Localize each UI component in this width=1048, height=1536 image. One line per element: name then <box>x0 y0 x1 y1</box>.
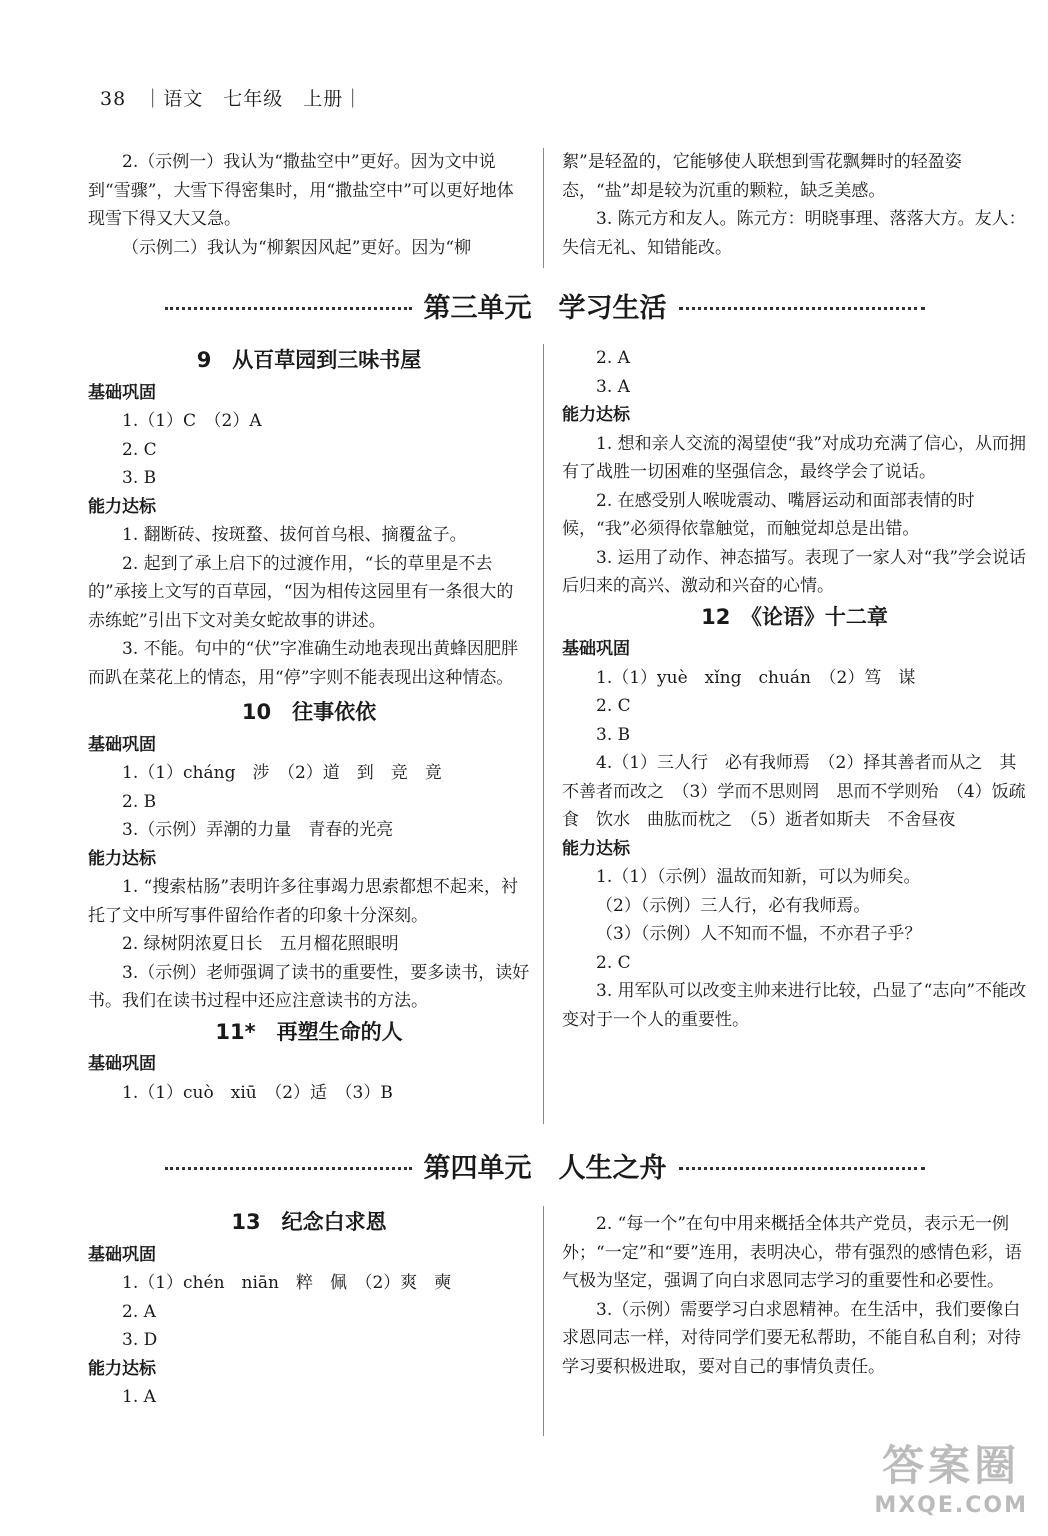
column-divider <box>543 148 544 268</box>
answer-item: 2. 在感受别人喉咙震动、嘴唇运动和面部表情的时候，“我”必须得依靠触觉，而触觉却总是出错。 <box>562 490 975 539</box>
unit3-right-column <box>562 344 1027 1034</box>
answer-item: 3. 不能。句中的“伏”字准确生动地表现出黄蜂因肥胖而趴在菜花上的情态，用“停”字则不能表现出这种情态。 <box>88 639 519 688</box>
watermark-url: MXQE.COM <box>874 1493 1028 1518</box>
lesson-title: 9 从百草园到三味书屋 <box>196 348 422 372</box>
section-label: 基础巩固 <box>562 639 630 659</box>
answer-item: 1. 翻断砖、按斑蝥、拔何首乌根、摘覆盆子。 <box>122 525 467 545</box>
section-label: 能力达标 <box>562 838 630 859</box>
answer-item: 3.（示例）需要学习白求恩精神。在生活中，我们要像白求恩同志一样，对待同学们要无私帮助，不能自私自利；对待学习要积极进取，要对自己的事情负责任。 <box>562 1299 1021 1377</box>
answer-item: 3. A <box>596 376 630 397</box>
unit-title: 第四单元 人生之舟 <box>423 1153 667 1184</box>
dotted-leader <box>679 1167 926 1170</box>
answer-paragraph: 絮”是轻盈的，它能够使人联想到雪花飘舞时的轻盈姿态，“盐”却是较为沉重的颗粒，缺乏美感。 <box>562 152 962 201</box>
unit3-left-column <box>88 344 530 1107</box>
answer-item: （2）（示例）三人行，必有我师焉。 <box>596 895 871 916</box>
dotted-leader <box>679 307 926 310</box>
lesson-title: 12 《论语》十二章 <box>701 604 888 629</box>
answer-item: 1.（1）cháng 涉 （2）道 到 竞 竟 <box>122 763 442 783</box>
section-label: 能力达标 <box>88 496 156 517</box>
answer-item: 3. 运用了动作、神态描写。表现了一家人对“我”学会说话后归来的高兴、激动和兴奋的心情。 <box>562 547 1027 596</box>
answer-item: 1.（1）（示例）温故而知新，可以为师矣。 <box>596 867 921 887</box>
answer-item: 3. B <box>122 468 157 488</box>
answer-item: 2. “每一个”在句中用来概括全体共产党员，表示无一例外；“一定”和“要”连用，表明决心，带有强烈的感情色彩，语气极为坚定，强调了向白求恩同志学习的重要性和必要性。 <box>562 1214 1022 1291</box>
answer-item: 1.（1）C （2）A <box>122 411 262 431</box>
page-header <box>100 84 363 111</box>
section-label: 能力达标 <box>88 1358 156 1379</box>
answer-item: 3. B <box>596 724 631 745</box>
section-label: 能力达标 <box>88 848 156 869</box>
answer-item: 3. D <box>122 1330 158 1350</box>
unit-banner-3 <box>165 286 925 325</box>
answer-item: 1. A <box>122 1387 156 1407</box>
unit4-left-column <box>88 1206 530 1412</box>
watermark <box>874 1433 1028 1518</box>
answer-item: 2. C <box>596 952 631 973</box>
answer-paragraph: 3. 陈元方和友人。陈元方：明晓事理、落落大方。友人：失信无礼、知错能改。 <box>562 209 1026 258</box>
section-label: 基础巩固 <box>88 1054 156 1074</box>
section-label: 基础巩固 <box>88 382 156 403</box>
book-subject: ｜语文 七年级 上册｜ <box>143 88 364 110</box>
answer-item: 2. B <box>122 791 157 812</box>
unit-title: 第三单元 学习生活 <box>423 293 667 324</box>
answer-item: 2. C <box>122 439 157 460</box>
lesson-title: 13 纪念白求恩 <box>231 1210 387 1234</box>
unit-banner-4 <box>165 1146 925 1185</box>
section-label: 基础巩固 <box>88 1244 156 1265</box>
answer-item: 3.（示例）弄潮的力量 青春的光亮 <box>122 820 394 840</box>
section-label: 能力达标 <box>562 405 630 425</box>
answer-item: 2. 绿树阴浓夏日长 五月榴花照眼明 <box>122 934 399 954</box>
column-divider <box>543 1206 544 1436</box>
top-left-column <box>88 148 530 262</box>
dotted-leader <box>165 307 412 310</box>
answer-paragraph: 2.（示例一）我认为“撒盐空中”更好。因为文中说到“雪骤”，大雪下得密集时，用“撒盐空中”可以更好地体现雪下得又大又急。 <box>88 152 514 229</box>
section-label: 基础巩固 <box>88 734 156 755</box>
answer-item: 2. A <box>122 1301 156 1322</box>
page-number: 38 <box>100 88 127 110</box>
answer-item: 1. 想和亲人交流的渴望使“我”对成功充满了信心，从而拥有了战胜一切困难的坚强信念，最终学会了说话。 <box>562 433 1027 482</box>
answer-item: 1. “搜索枯肠”表明许多往事竭力思索都想不起来，衬托了文中所写事件留给作者的印象十分深刻。 <box>88 877 519 926</box>
answer-item: 1.（1）cuò xiū （2）适 （3）B <box>122 1082 393 1103</box>
answer-item: 4.（1）三人行 必有我师焉 （2）择其善者而从之 其不善者而改之 （3）学而不思则罔 思而不学则殆 （4）饭疏食 饮水 曲肱而枕之 （5）逝者如斯夫 不舍昼夜 <box>562 753 1026 830</box>
lesson-title: 10 往事依依 <box>241 700 377 724</box>
answer-item: 3. 用军队可以改变主帅来进行比较，凸显了“志向”不能改变对于一个人的重要性。 <box>562 981 1027 1030</box>
column-divider <box>543 344 544 1124</box>
answer-item: 3.（示例）老师强调了读书的重要性，要多读书，读好书。我们在读书过程中还应注意读书的方法。 <box>88 962 530 1011</box>
answer-item: （3）（示例）人不知而不愠，不亦君子乎？ <box>596 924 922 944</box>
lesson-title: 11* 再塑生命的人 <box>215 1019 403 1044</box>
answer-paragraph: （示例二）我认为“柳絮因风起”更好。因为“柳 <box>122 237 472 258</box>
answer-item: 1.（1）yuè xǐng chuán （2）笃 谋 <box>596 667 916 688</box>
watermark-logo-text: 答案圈 <box>882 1441 1021 1490</box>
answer-item: 1.（1）chén niān 粹 佩 （2）爽 奭 <box>122 1273 452 1293</box>
unit4-right-column <box>562 1210 1027 1381</box>
answer-item: 2. C <box>596 696 631 716</box>
top-right-column <box>562 148 1027 262</box>
answer-item: 2. A <box>596 348 630 368</box>
answer-item: 2. 起到了承上启下的过渡作用，“长的草里是不去的”承接上文写的百草园，“因为相传这园里有一条很大的赤练蛇”引出下文对美女蛇故事的讲述。 <box>88 553 514 631</box>
dotted-leader <box>165 1167 412 1170</box>
